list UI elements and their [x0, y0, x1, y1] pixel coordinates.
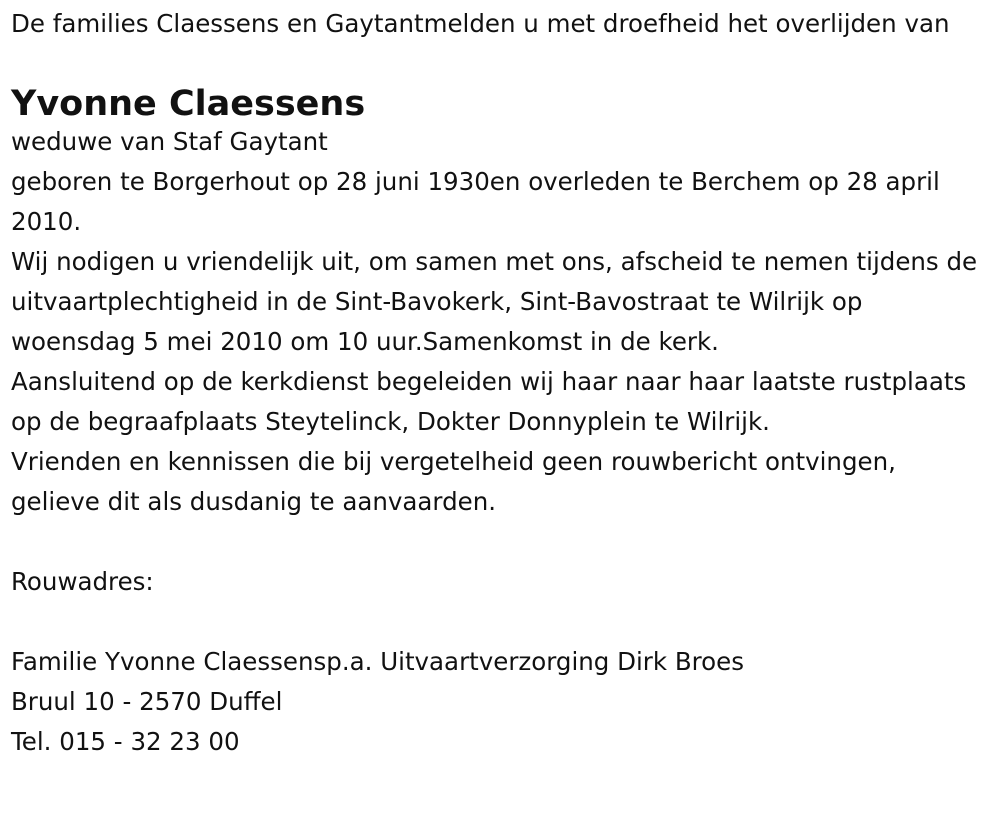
address-line-3: Tel. 015 - 32 23 00	[11, 727, 240, 756]
burial-text: Aansluitend op de kerkdienst begeleiden wij haar naar haar laatste rustplaats op de begraafplaats Steytelinck, Dokter Donnyplein te Wilrijk.	[11, 367, 967, 436]
spacer	[11, 522, 990, 562]
spacer	[11, 602, 990, 642]
deceased-name: Yvonne Claessens	[11, 84, 366, 124]
widow-of-text: weduwe van Staf Gaytant	[11, 127, 328, 156]
mourning-address-label: Rouwadres:	[11, 567, 154, 596]
address-line-1: Familie Yvonne Claessensp.a. Uitvaartverzorging Dirk Broes	[11, 647, 745, 676]
notice-text: Vrienden en kennissen die bij vergetelheid geen rouwbericht ontvingen, gelieve dit als dusdanig te aanvaarden.	[11, 447, 896, 516]
intro-text: De families Claessens en Gaytantmelden u met droefheid het overlijden van	[11, 9, 950, 38]
birth-death-text: geboren te Borgerhout op 28 juni 1930en overleden te Berchem op 28 april 2010.	[11, 167, 940, 236]
address-line-2: Bruul 10 - 2570 Duffel	[11, 687, 283, 716]
invitation-text: Wij nodigen u vriendelijk uit, om samen met ons, afscheid te nemen tijdens de uitvaartplechtigheid in de Sint-Bavokerk, Sint-Bavostraat te Wilrijk op woensdag 5 mei 2010 om 10 uur.Samenkomst in de kerk.	[11, 247, 978, 356]
